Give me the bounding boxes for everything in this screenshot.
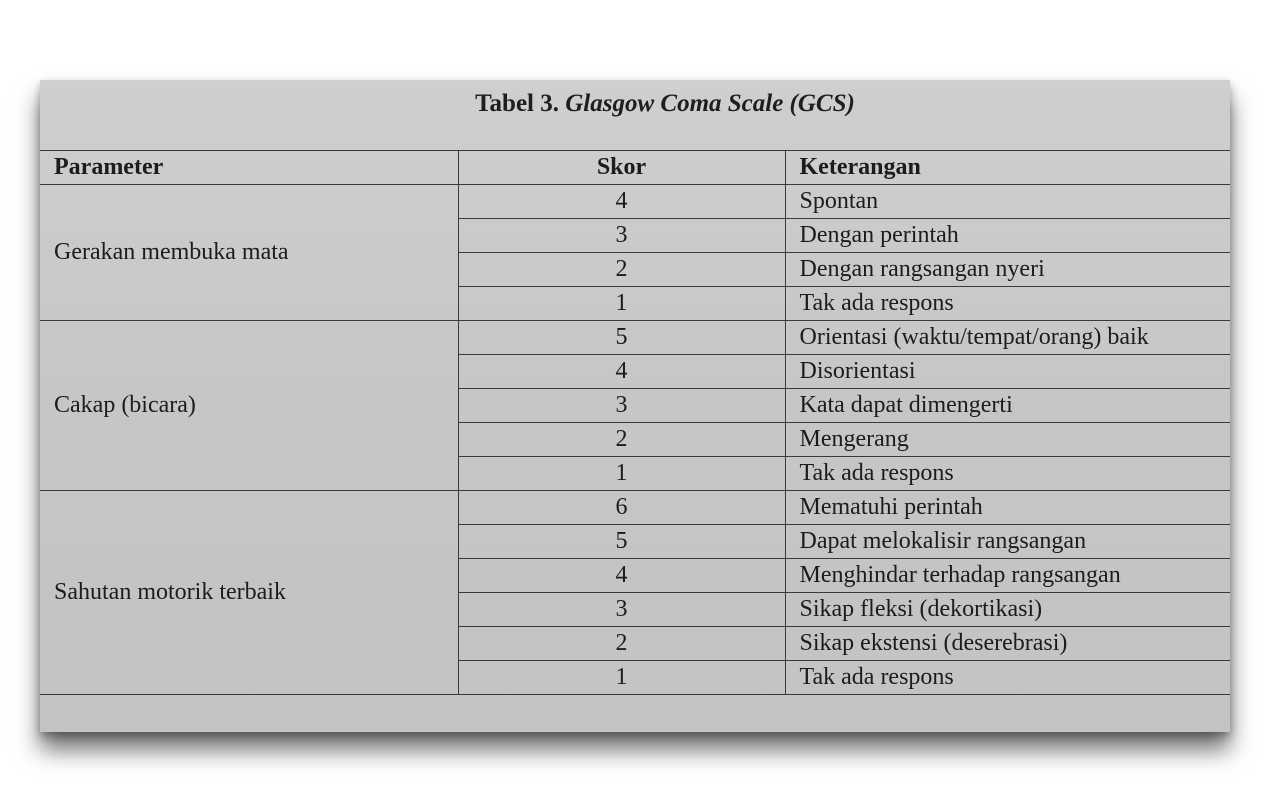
table-caption	[40, 90, 1280, 118]
skor-cell: 5	[458, 321, 785, 355]
keterangan-cell: Mengerang	[785, 423, 1230, 457]
keterangan-cell: Menghindar terhadap rangsangan	[785, 559, 1230, 593]
caption-name: Glasgow Coma Scale (GCS)	[565, 90, 855, 117]
keterangan-cell: Dengan perintah	[785, 219, 1230, 253]
skor-cell: 1	[458, 457, 785, 491]
keterangan-cell: Sikap ekstensi (deserebrasi)	[785, 627, 1230, 661]
skor-cell: 4	[458, 355, 785, 389]
skor-cell: 1	[458, 661, 785, 695]
gcs-table	[40, 150, 1230, 695]
skor-cell: 2	[458, 627, 785, 661]
skor-cell: 4	[458, 559, 785, 593]
skor-cell: 2	[458, 253, 785, 287]
document-page	[40, 80, 1230, 732]
keterangan-cell: Kata dapat dimengerti	[785, 389, 1230, 423]
parameter-cell: Sahutan motorik terbaik	[40, 491, 458, 695]
header-keterangan: Keterangan	[785, 151, 1230, 185]
header-parameter: Parameter	[40, 151, 458, 185]
keterangan-cell: Dengan rangsangan nyeri	[785, 253, 1230, 287]
keterangan-cell: Disorientasi	[785, 355, 1230, 389]
keterangan-cell: Tak ada respons	[785, 661, 1230, 695]
keterangan-cell: Mematuhi perintah	[785, 491, 1230, 525]
parameter-cell: Cakap (bicara)	[40, 321, 458, 491]
keterangan-cell: Sikap fleksi (dekortikasi)	[785, 593, 1230, 627]
header-skor: Skor	[458, 151, 785, 185]
skor-cell: 4	[458, 185, 785, 219]
keterangan-cell: Tak ada respons	[785, 287, 1230, 321]
keterangan-cell: Orientasi (waktu/tempat/orang) baik	[785, 321, 1230, 355]
parameter-cell: Gerakan membuka mata	[40, 185, 458, 321]
table-row	[40, 321, 1230, 355]
header-row	[40, 151, 1230, 185]
table-row	[40, 185, 1230, 219]
keterangan-cell: Spontan	[785, 185, 1230, 219]
skor-cell: 1	[458, 287, 785, 321]
skor-cell: 3	[458, 593, 785, 627]
skor-cell: 5	[458, 525, 785, 559]
keterangan-cell: Tak ada respons	[785, 457, 1230, 491]
skor-cell: 3	[458, 219, 785, 253]
skor-cell: 2	[458, 423, 785, 457]
table-row	[40, 491, 1230, 525]
skor-cell: 3	[458, 389, 785, 423]
keterangan-cell: Dapat melokalisir rangsangan	[785, 525, 1230, 559]
skor-cell: 6	[458, 491, 785, 525]
caption-prefix: Tabel 3.	[475, 90, 559, 117]
